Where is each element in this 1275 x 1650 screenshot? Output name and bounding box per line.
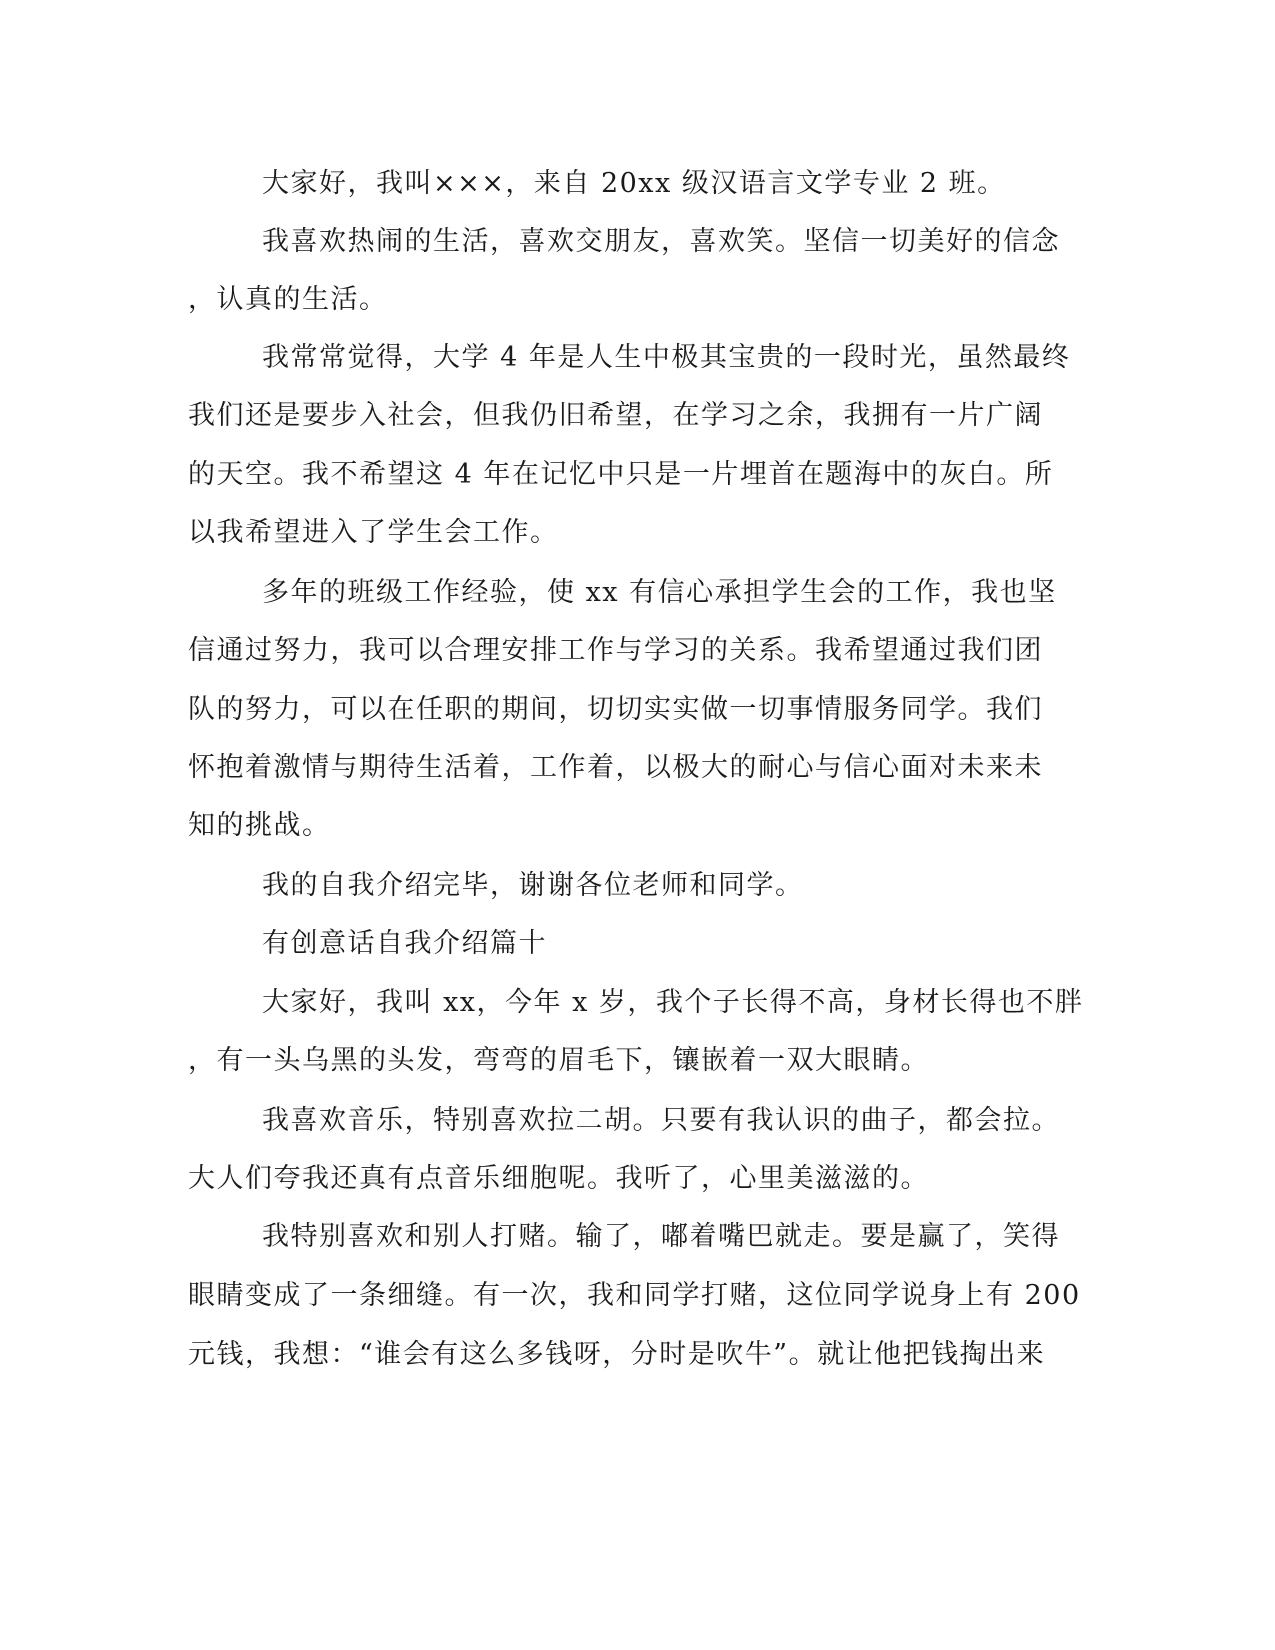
text-line: 我喜欢热闹的生活，喜欢交朋友，喜欢笑。坚信一切美好的信念 (262, 226, 1060, 257)
text-line: 以我希望进入了学生会工作。 (188, 517, 559, 548)
text-line: ，有一头乌黑的头发，弯弯的眉毛下，镶嵌着一双大眼睛。 (188, 1045, 929, 1076)
text-line: 大家好，我叫×××，来自 20xx 级汉语言文学专业 2 班。 (262, 168, 1006, 199)
text-line: 我喜欢音乐，特别喜欢拉二胡。只要有我认识的曲子，都会拉。 (262, 1105, 1060, 1136)
text-line: ，认真的生活。 (188, 284, 388, 315)
text-line: 元钱，我想：“谁会有这么多钱呀，分时是吹牛”。就让他把钱掏出来 (188, 1339, 1046, 1370)
text-line: 大人们夸我还真有点音乐细胞呢。我听了，心里美滋滋的。 (188, 1163, 929, 1194)
text-line: 怀抱着激情与期待生活着，工作着，以极大的耐心与信心面对未来未 (188, 752, 1043, 783)
text-line: 多年的班级工作经验，使 xx 有信心承担学生会的工作，我也坚 (262, 577, 1057, 608)
text-line: 我的自我介绍完毕，谢谢各位老师和同学。 (262, 870, 804, 901)
text-line: 我常常觉得，大学 4 年是人生中极其宝贵的一段时光，虽然最终 (262, 342, 1071, 373)
text-line: 眼睛变成了一条细缝。有一次，我和同学打赌，这位同学说身上有 200 (188, 1280, 1081, 1311)
text-line: 我们还是要步入社会，但我仍旧希望，在学习之余，我拥有一片广阔 (188, 400, 1043, 431)
text-line: 我特别喜欢和别人打赌。输了，嘟着嘴巴就走。要是赢了，笑得 (262, 1221, 1060, 1252)
section-heading: 有创意话自我介绍篇十 (262, 928, 547, 959)
text-line: 的天空。我不希望这 4 年在记忆中只是一片埋首在题海中的灰白。所 (188, 459, 1054, 490)
text-line: 大家好，我叫 xx，今年 x 岁，我个子长得不高，身材长得也不胖 (262, 987, 1084, 1018)
text-line: 队的努力，可以在任职的期间，切切实实做一切事情服务同学。我们 (188, 694, 1043, 725)
text-line: 知的挑战。 (188, 810, 331, 841)
text-line: 信通过努力，我可以合理安排工作与学习的关系。我希望通过我们团 (188, 635, 1043, 666)
